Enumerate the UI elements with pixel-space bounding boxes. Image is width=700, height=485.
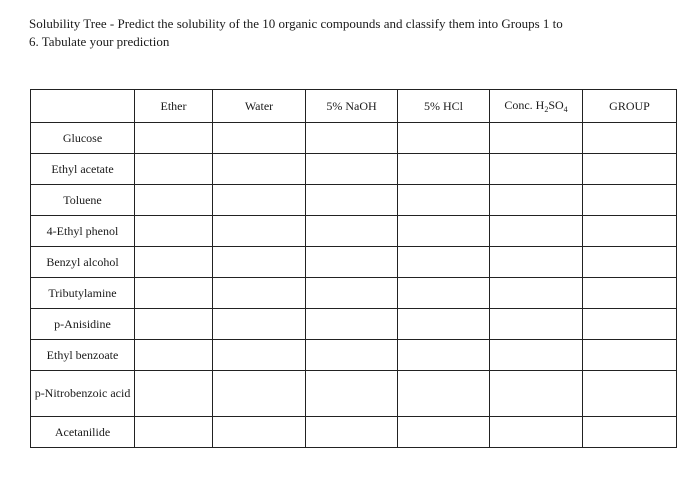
- compound-name: p-Anisidine: [31, 309, 135, 340]
- header-ether: Ether: [135, 90, 213, 123]
- answer-cell[interactable]: [583, 278, 677, 309]
- instructions-text: [29, 15, 629, 51]
- answer-cell[interactable]: [398, 154, 490, 185]
- answer-cell[interactable]: [213, 371, 306, 417]
- answer-cell[interactable]: [135, 371, 213, 417]
- answer-cell[interactable]: [213, 154, 306, 185]
- answer-cell[interactable]: [306, 247, 398, 278]
- answer-cell[interactable]: [583, 340, 677, 371]
- answer-cell[interactable]: [583, 185, 677, 216]
- answer-cell[interactable]: [398, 371, 490, 417]
- table-row: [31, 309, 677, 340]
- answer-cell[interactable]: [306, 216, 398, 247]
- h2so4-subscript-2: 2: [544, 105, 549, 114]
- answer-cell[interactable]: [490, 417, 583, 448]
- solubility-table: [30, 89, 677, 448]
- answer-cell[interactable]: [306, 309, 398, 340]
- table-row: [31, 216, 677, 247]
- answer-cell[interactable]: [398, 278, 490, 309]
- answer-cell[interactable]: [583, 247, 677, 278]
- table-row: [31, 185, 677, 216]
- answer-cell[interactable]: [398, 216, 490, 247]
- answer-cell[interactable]: [490, 216, 583, 247]
- answer-cell[interactable]: [490, 309, 583, 340]
- table-row: [31, 154, 677, 185]
- answer-cell[interactable]: [135, 340, 213, 371]
- header-row: [31, 90, 677, 123]
- answer-cell[interactable]: [135, 417, 213, 448]
- compound-name: Ethyl benzoate: [31, 340, 135, 371]
- compound-name: Ethyl acetate: [31, 154, 135, 185]
- answer-cell[interactable]: [213, 278, 306, 309]
- answer-cell[interactable]: [135, 309, 213, 340]
- compound-name: Tributylamine: [31, 278, 135, 309]
- header-corner: [31, 90, 135, 123]
- answer-cell[interactable]: [135, 216, 213, 247]
- answer-cell[interactable]: [583, 216, 677, 247]
- answer-cell[interactable]: [306, 417, 398, 448]
- answer-cell[interactable]: [398, 340, 490, 371]
- answer-cell[interactable]: [398, 185, 490, 216]
- compound-name: Acetanilide: [31, 417, 135, 448]
- answer-cell[interactable]: [213, 123, 306, 154]
- table-row: [31, 123, 677, 154]
- answer-cell[interactable]: [135, 154, 213, 185]
- compound-name: Glucose: [31, 123, 135, 154]
- compound-name: 4-Ethyl phenol: [31, 216, 135, 247]
- answer-cell[interactable]: [583, 371, 677, 417]
- answer-cell[interactable]: [306, 340, 398, 371]
- answer-cell[interactable]: [213, 185, 306, 216]
- answer-cell[interactable]: [490, 247, 583, 278]
- answer-cell[interactable]: [135, 123, 213, 154]
- answer-cell[interactable]: [213, 309, 306, 340]
- compound-name: Toluene: [31, 185, 135, 216]
- answer-cell[interactable]: [398, 417, 490, 448]
- answer-cell[interactable]: [306, 278, 398, 309]
- instructions-line-2: 6. Tabulate your prediction: [29, 34, 170, 49]
- answer-cell[interactable]: [213, 340, 306, 371]
- answer-cell[interactable]: [398, 309, 490, 340]
- answer-cell[interactable]: [135, 185, 213, 216]
- answer-cell[interactable]: [213, 216, 306, 247]
- table-row: [31, 417, 677, 448]
- table-row: [31, 371, 677, 417]
- answer-cell[interactable]: [583, 123, 677, 154]
- header-water: Water: [213, 90, 306, 123]
- answer-cell[interactable]: [306, 154, 398, 185]
- answer-cell[interactable]: [583, 154, 677, 185]
- compound-name: Benzyl alcohol: [31, 247, 135, 278]
- answer-cell[interactable]: [398, 247, 490, 278]
- answer-cell[interactable]: [306, 123, 398, 154]
- answer-cell[interactable]: [490, 154, 583, 185]
- answer-cell[interactable]: [306, 371, 398, 417]
- header-group: GROUP: [583, 90, 677, 123]
- answer-cell[interactable]: [490, 278, 583, 309]
- h2so4-prefix: Conc. H: [504, 98, 545, 112]
- instructions-line-1: Solubility Tree - Predict the solubility of the 10 organic compounds and classify them into Groups 1 to: [29, 16, 563, 31]
- h2so4-subscript-4: 4: [563, 105, 568, 114]
- answer-cell[interactable]: [583, 309, 677, 340]
- header-hcl: 5% HCl: [398, 90, 490, 123]
- answer-cell[interactable]: [490, 185, 583, 216]
- table-row: [31, 340, 677, 371]
- header-naoh: 5% NaOH: [306, 90, 398, 123]
- answer-cell[interactable]: [398, 123, 490, 154]
- answer-cell[interactable]: [490, 371, 583, 417]
- answer-cell[interactable]: [213, 417, 306, 448]
- table-row: [31, 278, 677, 309]
- answer-cell[interactable]: [490, 340, 583, 371]
- h2so4-so: SO: [548, 98, 564, 112]
- answer-cell[interactable]: [490, 123, 583, 154]
- answer-cell[interactable]: [306, 185, 398, 216]
- answer-cell[interactable]: [583, 417, 677, 448]
- table-row: [31, 247, 677, 278]
- header-conc-h2so4: [490, 90, 583, 123]
- answer-cell[interactable]: [135, 247, 213, 278]
- compound-name: p-Nitrobenzoic acid: [31, 371, 135, 417]
- answer-cell[interactable]: [213, 247, 306, 278]
- answer-cell[interactable]: [135, 278, 213, 309]
